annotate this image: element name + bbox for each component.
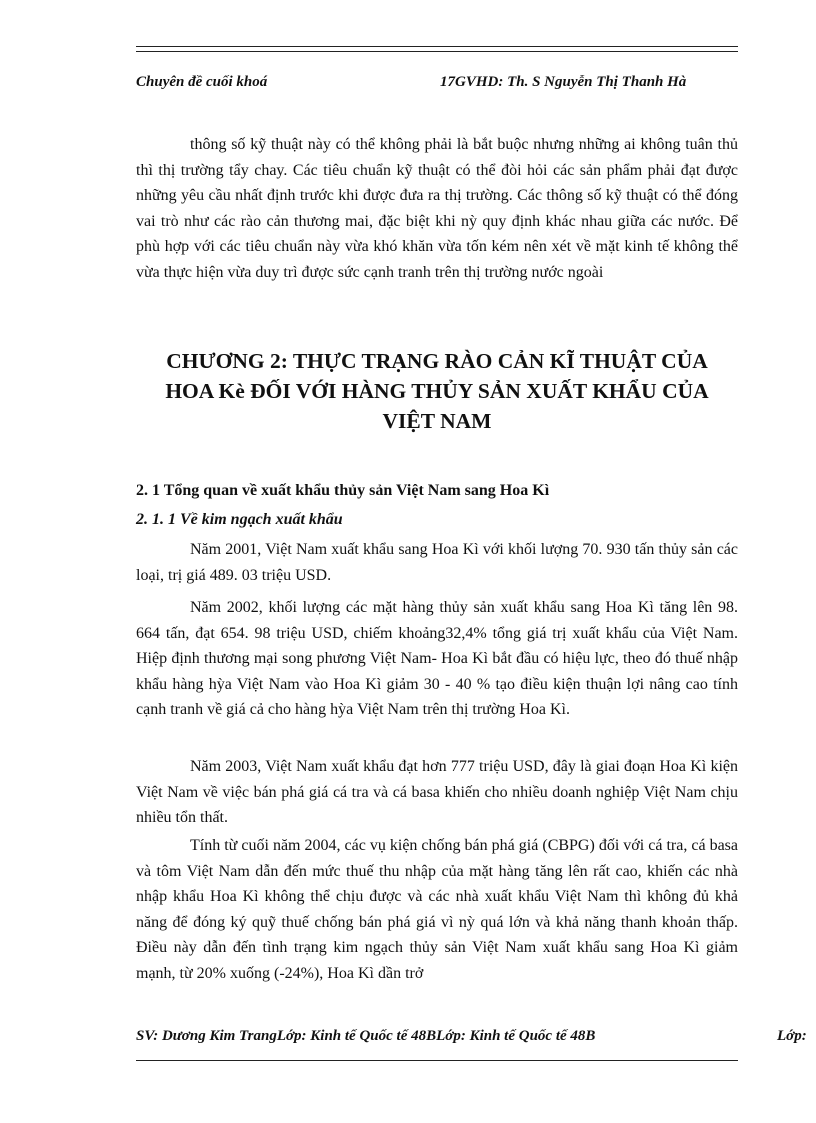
footer-student: SV: Dương Kim TrangLớp: Kinh tế Quốc tế 48BLớp: Kinh tế Quốc tế 48B <box>136 1028 596 1044</box>
header-rule <box>136 46 738 52</box>
footer-class-overflow: Lớp: <box>777 1028 807 1044</box>
chapter-title-line-3: VIỆT NAM <box>382 409 492 433</box>
chapter-title-line-2: HOA Kè ĐỐI VỚI HÀNG THỦY SẢN XUẤT KHẨU CỦA <box>165 379 709 403</box>
paragraph-2001: Năm 2001, Việt Nam xuất khẩu sang Hoa Kì với khối lượng 70. 930 tấn thủy sản các loại, trị giá 489. 03 triệu USD. <box>136 541 738 584</box>
header-instructor: 17GVHD: Th. S Nguyễn Thị Thanh Hà <box>440 74 687 90</box>
footer-rule <box>136 1060 738 1061</box>
paragraph-2003: Năm 2003, Việt Nam xuất khẩu đạt hơn 777 triệu USD, đây là giai đoạn Hoa Kì kiện Việt Nam về việc bán phá giá cá tra và cá basa khiến cho nhiều doanh nghiệp Việt Nam chịu nhiều tổn thất. <box>136 758 738 826</box>
paragraph-2004: Tính từ cuối năm 2004, các vụ kiện chống bán phá giá (CBPG) đối với cá tra, cá basa và tôm Việt Nam dẫn đến mức thuế thu nhập của mặt hàng tăng lên rất cao, khiến các nhà nhập khẩu Hoa Kì không thể chịu được và các nhà xuất khẩu Việt Nam thì không đủ khả năng để đóng ký quỹ thuế chống bán phá giá vì nỳ quá lớn và khả năng thanh khoản thấp. Điều này dẫn đến tình trạng kim ngạch thủy sản Việt Nam xuất khẩu sang Hoa Kì giảm mạnh, từ 20% xuống (-24%), Hoa Kì dần trở <box>136 837 738 982</box>
header-title: Chuyên đề cuối khoá <box>136 74 268 90</box>
intro-paragraph: thông số kỹ thuật này có thể không phải là bắt buộc nhưng những ai không tuân thủ thì thị trường tẩy chay. Các tiêu chuẩn kỹ thuật có thể đòi hỏi các sản phẩm phải đạt được những yêu cầu nhất định trước khi được đưa ra thị trường. Các thông số kỹ thuật có thể đóng vai trò như các rào cản thương mai, đặc biệt khi nỳ quy định khác nhau giữa các nước. Để phù hợp với các tiêu chuẩn này vừa khó khăn vừa tốn kém nên xét về mặt kinh tế không thể vừa thực hiện vừa duy trì được sức cạnh tranh trên thị trường nước ngoài <box>136 136 738 281</box>
section-heading: 2. 1 Tổng quan về xuất khẩu thủy sản Việt Nam sang Hoa Kì <box>136 482 550 499</box>
paragraph-2002: Năm 2002, khối lượng các mặt hàng thủy sản xuất khẩu sang Hoa Kì tăng lên 98. 664 tấn, đạt 654. 98 triệu USD, chiếm khoảng32,4% tổng giá trị xuất khẩu của Việt Nam. Hiệp định thương mại song phương Việt Nam- Hoa Kì bắt đầu có hiệu lực, theo đó thuế nhập khẩu hàng hỳa Việt Nam vào Hoa Kì giảm 30 - 40 % tạo điều kiện thuận lợi nâng cao tính cạnh tranh về giá cả cho hàng hỳa Việt Nam trên thị trường Hoa Kì. <box>136 599 738 718</box>
chapter-title <box>136 346 738 436</box>
subsection-heading: 2. 1. 1 Về kim ngạch xuất khẩu <box>136 511 343 528</box>
chapter-title-line-1: CHƯƠNG 2: THỰC TRẠNG RÀO CẢN KĨ THUẬT CỦA <box>166 349 708 373</box>
